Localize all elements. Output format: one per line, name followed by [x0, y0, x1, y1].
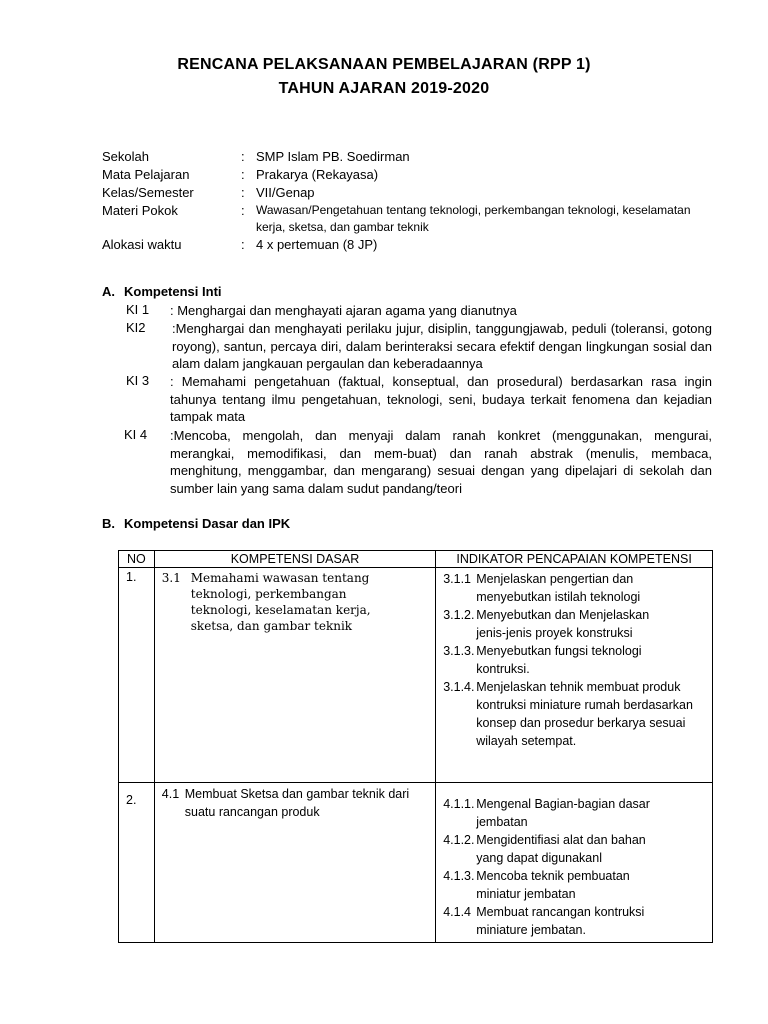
ipk-text: Mencoba teknik pembuatan miniatur jembatan: [476, 869, 630, 901]
ipk-item: [436, 606, 676, 642]
table-header-row: [119, 551, 713, 568]
kd-cell: [154, 783, 435, 943]
ipk-number: 3.1.4.: [443, 680, 475, 694]
ipk-item: [436, 795, 676, 831]
ipk-text: Membuat rancangan kontruksi miniature jembatan.: [476, 905, 645, 937]
section-letter: B.: [102, 516, 115, 531]
ipk-text: Menjelaskan tehnik membuat produk kontruksi miniature rumah berdasarkan konsep dan prosedur berkarya sesuai wilayah setempat.: [476, 680, 693, 748]
ipk-number: 4.1.3.: [443, 869, 475, 883]
ipk-number: 3.1.2.: [443, 608, 475, 622]
kd-text: Memahami wawasan tentang teknologi, perkembangan teknologi, keselamatan kerja, sketsa, dan gambar teknik: [190, 571, 371, 633]
info-row-subject: [102, 166, 702, 184]
info-colon: :: [241, 185, 245, 200]
row-number: 2.: [119, 783, 155, 943]
info-row-school: [102, 148, 702, 166]
info-value: Wawasan/Pengetahuan tentang teknologi, perkembangan teknologi, keselamatan kerja, sketsa, dan gambar teknik: [256, 203, 691, 234]
ki-text: : Memahami pengetahuan (faktual, konseptual, dan prosedural) berdasarkan rasa ingin tahunya tentang ilmu pengetahuan, teknologi, seni, budaya terkait fenomena dan kejadian tampak mata: [170, 374, 712, 424]
ipk-item: [436, 903, 676, 939]
ipk-item: [436, 831, 676, 867]
ipk-item: [436, 867, 676, 903]
info-value: VII/Genap: [256, 185, 315, 200]
header-no: NO: [119, 551, 155, 568]
ipk-number: 4.1.4: [443, 905, 471, 919]
info-label: Mata Pelajaran: [102, 167, 190, 182]
document-title: RENCANA PELAKSANAAN PEMBELAJARAN (RPP 1): [177, 56, 591, 73]
ipk-text: Mengidentifiasi alat dan bahan yang dapat digunakanl: [476, 833, 646, 865]
ki-label: KI2: [126, 320, 146, 335]
ipk-text: Mengenal Bagian-bagian dasar jembatan: [476, 797, 650, 829]
ipk-text: Menyebutkan dan Menjelaskan jenis-jenis proyek konstruksi: [476, 608, 650, 640]
kd-item: [155, 570, 391, 634]
info-value: 4 x pertemuan (8 JP): [256, 237, 378, 252]
ki-label: KI 3: [126, 373, 150, 388]
ipk-cell: [436, 783, 713, 943]
ki-label: KI 4: [124, 427, 148, 442]
ki-label: KI 1: [126, 302, 150, 317]
ki-text: :Menghargai dan menghayati perilaku jujur, disiplin, tanggungjawab, peduli (toleransi, gotong royong), santun, percaya diri, dalam berinteraksi secara efektif dengan lingkungan sosial dan alam dalam jangkauan pergaulan dan keberadaannya: [172, 321, 712, 371]
kd-item: [155, 785, 415, 821]
ipk-number: 4.1.1.: [443, 797, 475, 811]
kd-cell: [154, 568, 435, 783]
info-colon: :: [241, 237, 245, 252]
competency-table: [118, 550, 713, 943]
ipk-number: 3.1.3.: [443, 644, 475, 658]
ipk-cell: [436, 568, 713, 783]
info-value: Prakarya (Rekayasa): [256, 167, 379, 182]
ipk-item: [436, 678, 696, 750]
ipk-item: [436, 570, 676, 606]
ipk-item: [436, 642, 676, 678]
ipk-number: 4.1.2.: [443, 833, 475, 847]
header-kompetensi-dasar: KOMPETENSI DASAR: [154, 551, 435, 568]
identity-block: [102, 148, 702, 254]
info-colon: :: [241, 167, 245, 182]
info-label: Kelas/Semester: [102, 185, 194, 200]
info-row-topic: [102, 202, 702, 236]
kd-text: Membuat Sketsa dan gambar teknik dari suatu rancangan produk: [184, 787, 410, 819]
section-letter: A.: [102, 284, 115, 299]
info-colon: :: [241, 149, 245, 164]
ipk-text: Menyebutkan fungsi teknologi kontruksi.: [476, 644, 642, 676]
table-row: [119, 783, 713, 943]
info-label: Materi Pokok: [102, 203, 178, 218]
section-title: Kompetensi Inti: [124, 284, 222, 299]
info-row-time: [102, 236, 702, 254]
section-title: Kompetensi Dasar dan IPK: [124, 516, 291, 531]
ipk-text: Menjelaskan pengertian dan menyebutkan istilah teknologi: [476, 572, 641, 604]
info-label: Sekolah: [102, 149, 149, 164]
info-colon: :: [241, 203, 245, 218]
info-value: SMP Islam PB. Soedirman: [256, 149, 410, 164]
row-number: 1.: [119, 568, 155, 783]
kd-number: 3.1: [161, 571, 181, 585]
kd-number: 4.1: [161, 787, 180, 801]
ki-text: : Menghargai dan menghayati ajaran agama yang dianutnya: [170, 303, 517, 318]
header-indikator: INDIKATOR PENCAPAIAN KOMPETENSI: [436, 551, 713, 568]
ki-text: :Mencoba, mengolah, dan menyaji dalam ranah konkret (menggunakan, mengurai, merangkai, memodifikasi, dan mem-buat) dan ranah abstrak (menulis, membaca, menghitung, menggambar, dan mengarang) sesuai dengan yang dipelajari di sekolah dan sumber lain yang sama dalam sudut pandang/teori: [170, 428, 712, 496]
info-label: Alokasi waktu: [102, 237, 182, 252]
ipk-number: 3.1.1: [443, 572, 471, 586]
info-row-class: [102, 184, 702, 202]
academic-year-title: TAHUN AJARAN 2019-2020: [278, 80, 490, 97]
table-row: [119, 568, 713, 783]
